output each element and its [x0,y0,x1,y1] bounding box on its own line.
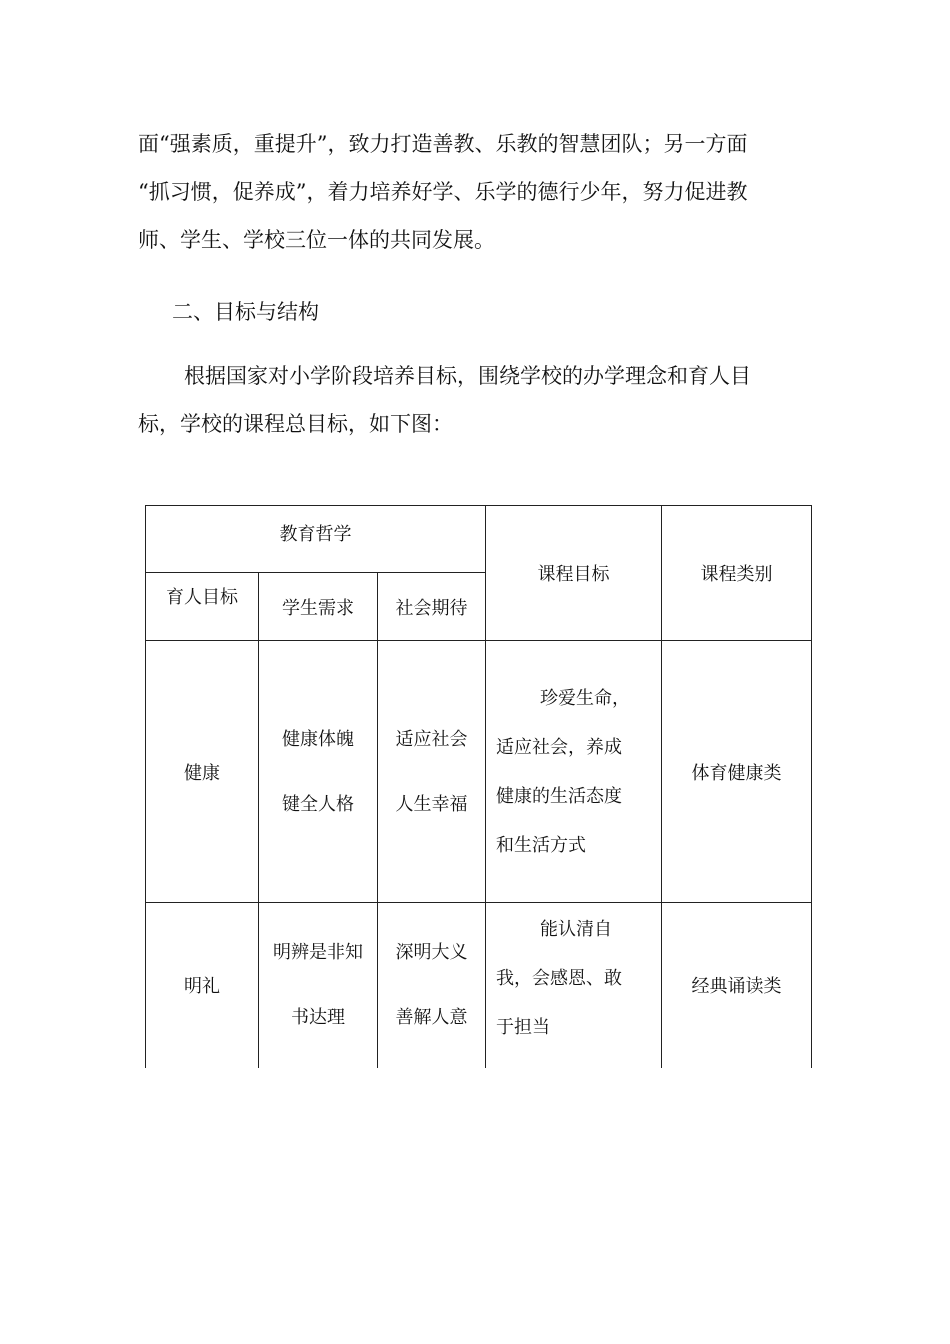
cell-student-needs [259,903,378,1068]
cell-target: 健康 [146,641,259,903]
cell-course-goal [486,903,662,1068]
goal-paragraph [138,352,818,448]
cell-student-needs [259,641,378,903]
cell-line: 能认清自 [540,919,612,940]
table-row [146,641,812,903]
header-social-expect: 社会期待 [378,573,486,641]
intro-line: 师、学生、学校三位一体的共同发展。 [138,228,495,252]
intro-paragraph [138,120,818,264]
cell-line: 于担当 [496,1017,550,1038]
intro-line: “抓习惯，促养成”，着力培养好学、乐学的德行少年，努力促进教 [138,180,748,204]
cell-line: 人生幸福 [395,793,468,815]
cell-line: 珍爱生命， [540,687,630,709]
cell-line: 键全人格 [282,793,354,815]
header-student-needs: 学生需求 [259,573,378,641]
cell-line: 书达理 [291,1007,345,1029]
header-philosophy: 教育哲学 [146,506,486,573]
cell-category: 经典诵读类 [662,903,812,1068]
header-target: 育人目标 [146,573,259,641]
section-heading: 二、目标与结构 [172,300,319,324]
cell-line: 适应社会，养成 [496,736,622,758]
cell-social-expect [378,641,486,903]
goal-line: 根据国家对小学阶段培养目标，围绕学校的办学理念和育人目 [184,364,751,388]
cell-target: 明礼 [146,903,259,1068]
header-course-category: 课程类别 [662,506,812,641]
cell-line: 健康体魄 [282,728,354,750]
cell-line: 和生活方式 [496,834,586,856]
intro-line: 面“强素质，重提升”，致力打造善教、乐教的智慧团队；另一方面 [138,132,748,156]
cell-line: 健康的生活态度 [496,785,622,807]
cell-line: 明辨是非知 [273,942,363,964]
cell-social-expect [378,903,486,1068]
header-course-goal: 课程目标 [486,506,662,641]
cell-line: 善解人意 [395,1007,468,1029]
cell-line: 适应社会 [395,728,468,750]
cell-course-goal [486,641,662,903]
table-header-row [146,506,812,573]
cell-line: 深明大义 [395,942,468,964]
cell-line: 我，会感恩、敢 [496,968,622,989]
cell-category: 体育健康类 [662,641,812,903]
goal-line: 标，学校的课程总目标，如下图： [138,412,453,436]
curriculum-table [145,505,812,1068]
table-row [146,903,812,1068]
